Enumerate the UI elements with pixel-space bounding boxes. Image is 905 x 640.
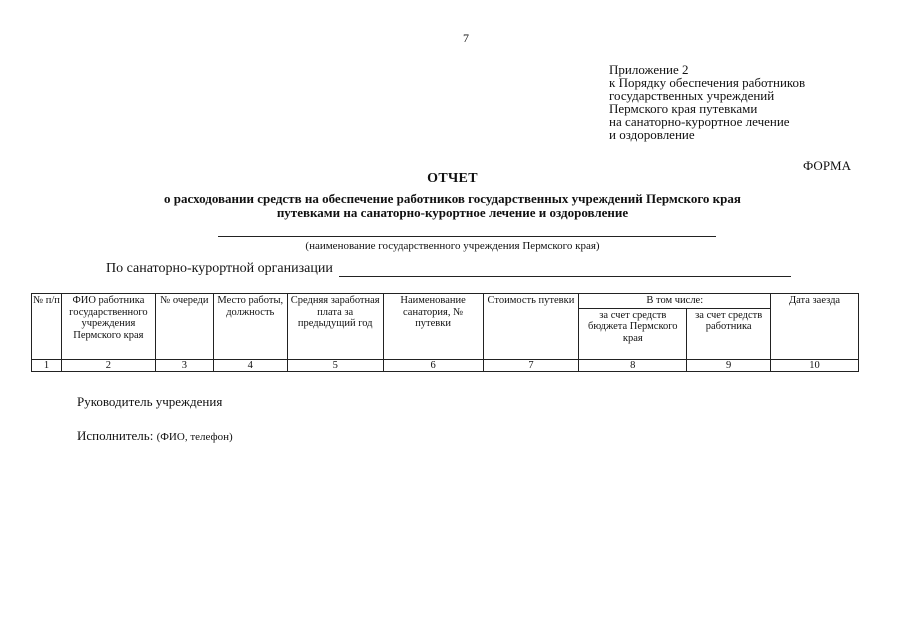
executor-hint: (ФИО, телефон)	[156, 431, 233, 443]
header-salary: Средняя заработная плата за предыдущий год	[287, 294, 383, 360]
header-budget: за счет средств бюджета Пермского края	[579, 308, 687, 359]
institution-name-line	[218, 236, 716, 237]
report-table	[31, 293, 859, 372]
header-including: В том числе:	[579, 294, 771, 309]
column-number: 4	[213, 359, 287, 372]
appendix-block	[609, 63, 805, 141]
header-arrival: Дата заезда	[771, 294, 859, 360]
header-sanatorium: Наименование санатория, № путевки	[383, 294, 483, 360]
organization-label: По санаторно-курортной организации	[106, 261, 333, 276]
organization-row	[106, 261, 791, 277]
head-of-institution: Руководитель учреждения	[77, 394, 223, 409]
column-number: 5	[287, 359, 383, 372]
form-label: ФОРМА	[803, 158, 851, 173]
column-number: 10	[771, 359, 859, 372]
document-subtitle	[0, 192, 905, 220]
table-header-row	[32, 294, 859, 309]
table-row	[32, 359, 859, 372]
subtitle-line: о расходовании средств на обеспечение работников государственных учреждений Пермского края	[164, 191, 741, 206]
header-queue: № очереди	[155, 294, 213, 360]
column-number: 1	[32, 359, 62, 372]
document-title: ОТЧЕТ	[427, 171, 478, 186]
column-number: 7	[483, 359, 579, 372]
appendix-line: к Порядку обеспечения работников	[609, 75, 806, 90]
column-number: 3	[155, 359, 213, 372]
header-num: № п/п	[32, 294, 62, 360]
executor-line	[77, 428, 233, 444]
subtitle-line: путевками на санаторно-курортное лечение и оздоровление	[276, 205, 629, 220]
column-number: 8	[579, 359, 687, 372]
header-fio: ФИО работника государственного учреждения Пермского края	[61, 294, 155, 360]
column-number: 2	[61, 359, 155, 372]
header-workplace: Место работы, должность	[213, 294, 287, 360]
organization-name-line	[339, 264, 791, 277]
header-employee: за счет средств работника	[687, 308, 771, 359]
column-number: 6	[383, 359, 483, 372]
appendix-line: Приложение 2	[609, 62, 689, 77]
appendix-line: государственных учреждений	[609, 88, 775, 103]
page-number: 7	[463, 31, 469, 45]
appendix-line: Пермского края путевками	[609, 101, 758, 116]
column-number: 9	[687, 359, 771, 372]
institution-caption: (наименование государственного учреждения Пермского края)	[305, 240, 600, 252]
appendix-line: на санаторно-курортное лечение	[609, 114, 790, 129]
header-cost: Стоимость путевки	[483, 294, 579, 360]
appendix-line: и оздоровление	[609, 127, 695, 142]
executor-label: Исполнитель:	[77, 428, 154, 443]
